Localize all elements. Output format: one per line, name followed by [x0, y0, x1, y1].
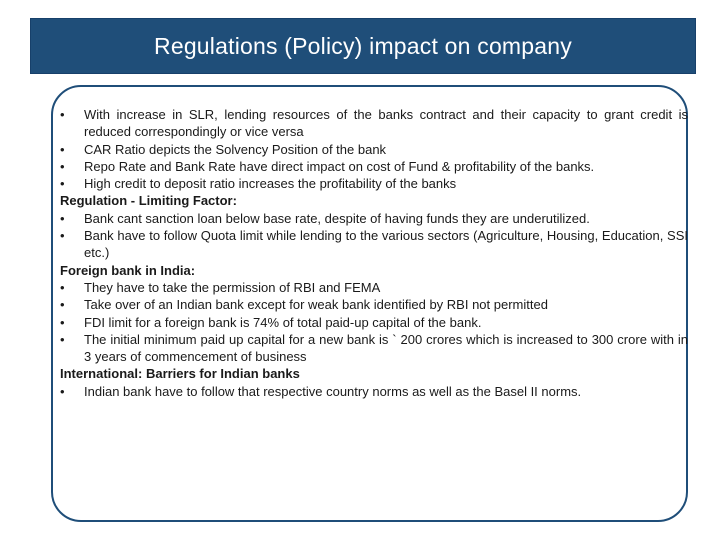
bullet-icon: •	[60, 141, 65, 157]
bullet-text: Bank cant sanction loan below base rate, despite of having funds they are underutilized.	[84, 210, 590, 226]
bullet-text: Bank have to follow Quota limit while lending to the various sectors (Agriculture, Housing, Education, SSI etc.)	[84, 228, 688, 261]
bullet-icon: •	[60, 383, 65, 399]
bullet-icon: •	[60, 176, 65, 192]
bullet-item	[60, 383, 688, 400]
bullet-item	[60, 331, 688, 366]
bullet-icon: •	[60, 107, 65, 122]
bullet-item	[60, 314, 688, 331]
bullet-text: High credit to deposit ratio increases the profitability of the banks	[84, 176, 457, 192]
bullet-item	[60, 141, 688, 158]
bullet-icon: •	[60, 279, 65, 295]
bullet-icon: •	[60, 314, 65, 330]
bullet-icon: •	[60, 158, 65, 174]
slide-body	[60, 106, 688, 400]
bullet-text: Take over of an Indian bank except for weak bank identified by RBI not permitted	[84, 297, 548, 313]
bullet-icon: •	[60, 297, 65, 313]
bullet-icon: •	[60, 331, 65, 347]
bullet-item	[60, 227, 688, 262]
bullet-icon: •	[60, 210, 65, 226]
bullet-icon: •	[60, 228, 65, 244]
bullet-item	[60, 175, 688, 192]
bullet-text: With increase in SLR, lending resources of the banks contract and their capacity to grant credit is reduced correspondingly or vice versa	[84, 107, 688, 140]
bullet-item	[60, 106, 688, 141]
title-bar	[30, 18, 696, 74]
bullet-text: CAR Ratio depicts the Solvency Position of the bank	[84, 141, 387, 157]
section-heading: Regulation - Limiting Factor:	[60, 193, 237, 209]
section-heading: International: Barriers for Indian banks	[60, 366, 300, 382]
bullet-text: Indian bank have to follow that respective country norms as well as the Basel II norms.	[84, 383, 582, 399]
bullet-item	[60, 158, 688, 175]
bullet-text: Repo Rate and Bank Rate have direct impact on cost of Fund & profitability of the banks.	[84, 158, 595, 174]
bullet-item	[60, 210, 688, 227]
section-heading: Foreign bank in India:	[60, 262, 196, 278]
bullet-text: The initial minimum paid up capital for a new bank is ` 200 crores which is increased to 300 crore with in 3 years of commencement of business	[84, 331, 688, 365]
bullet-text: They have to take the permission of RBI and FEMA	[84, 279, 381, 295]
slide-title: Regulations (Policy) impact on company	[154, 32, 572, 59]
bullet-item	[60, 296, 688, 313]
bullet-text: FDI limit for a foreign bank is 74% of total paid-up capital of the bank.	[84, 314, 482, 330]
bullet-item	[60, 279, 688, 296]
